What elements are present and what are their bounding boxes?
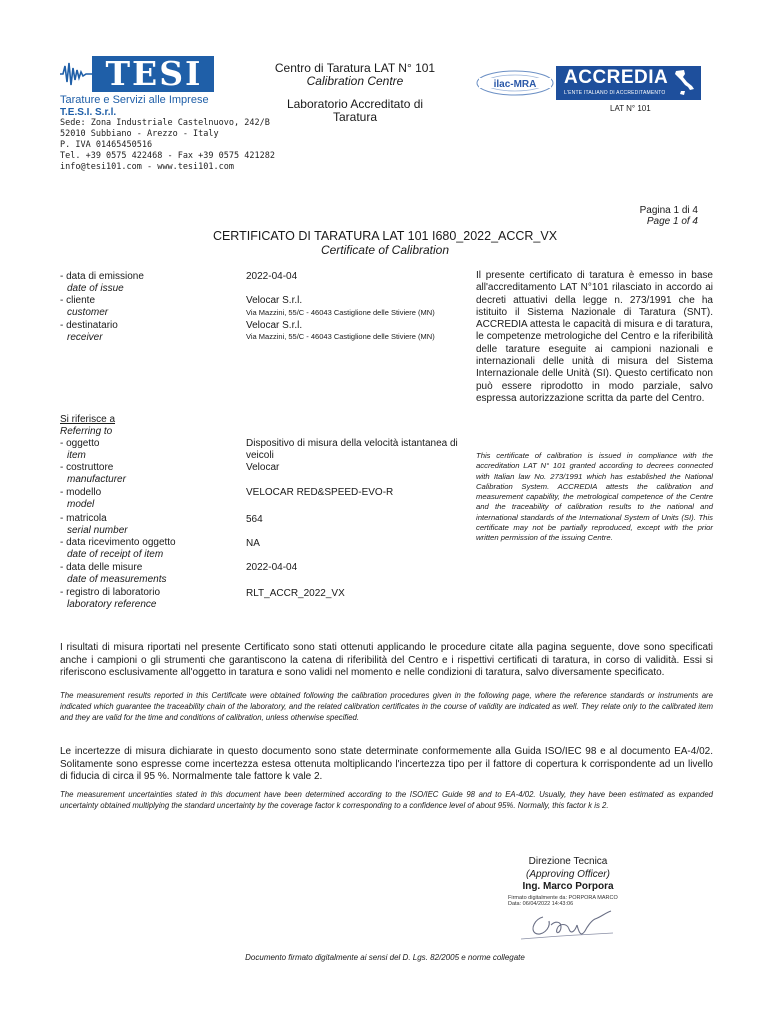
value-item: Dispositivo di misura della velocità istantanea di veicoli bbox=[246, 438, 458, 461]
label-en: date of receipt of item bbox=[67, 548, 164, 560]
centre-en: Calibration Centre bbox=[306, 74, 404, 88]
uncertainty-paragraph-en: The measurement uncertainties stated in this document have been determined according to the ISO/IEC Guide 98 and to EA-4/02. Usually, they have been estimated as expanded uncertainty obtained multiplying the standard uncertainty by the coverage factor k corresponding to a confidence level of about 95%. Normally, this factor k is 2. bbox=[60, 790, 713, 810]
label-en: receiver bbox=[67, 331, 103, 343]
field-serial bbox=[60, 513, 128, 536]
page-number bbox=[600, 205, 698, 227]
company-name: T.E.S.I. S.r.l. bbox=[60, 107, 117, 118]
label-en: date of measurements bbox=[67, 573, 167, 585]
field-issue-date bbox=[60, 271, 144, 294]
field-item bbox=[60, 438, 99, 461]
referring-heading bbox=[60, 414, 115, 437]
value-issue-date: 2022-04-04 bbox=[246, 271, 298, 282]
value-lab-reference: RLT_ACCR_2022_VX bbox=[246, 588, 345, 599]
centre-heading bbox=[250, 62, 460, 88]
value-receiver: Velocar S.r.l. bbox=[246, 320, 303, 331]
field-measure-date bbox=[60, 562, 167, 585]
lat-number: LAT N° 101 bbox=[610, 104, 651, 113]
label-it: - destinatario bbox=[60, 320, 118, 331]
label-en: item bbox=[67, 449, 86, 461]
uncertainty-paragraph-it: Le incertezze di misura dichiarate in questo documento sono state determinate conformemente alla Guida ISO/IEC 98 e al documento EA-4/02. Solitamente sono espresse come incertezza estesa ottenuta moltiplicando l'incertezza tipo per il fattore di copertura k corrispondente ad un livello di fiducia di circa il 95 %. Normalmente tale fattore k vale 2. bbox=[60, 746, 713, 782]
page-number-it: Pagina 1 di 4 bbox=[639, 205, 698, 216]
label-it: - matricola bbox=[60, 513, 107, 524]
page-number-en: Page 1 of 4 bbox=[646, 216, 698, 227]
italy-map-icon bbox=[672, 69, 696, 97]
digital-signer: Firmato digitalmente da: PORPORA MARCO bbox=[508, 895, 618, 901]
label-en: manufacturer bbox=[67, 473, 126, 485]
label-it: - cliente bbox=[60, 295, 96, 306]
label-it: - data ricevimento oggetto bbox=[60, 537, 176, 548]
accreditation-notice-it: Il presente certificato di taratura è emesso in base all'accreditamento LAT N°101 rilasciato in accordo ai decreti attuativi della legge n. 273/1991 che ha istituito il Sistema Nazionale di Taratura (SNT). ACCREDIA attesta le capacità di misura e di taratura, le competenze metrologiche del Centro e la riferibilità delle tarature eseguite ai campioni nazionali e internazionali delle unità di misura del Sistema Internazionale delle Unità (SI). Questo certificato non può essere riprodotto in modo parziale, salvo espressa autorizzazione scritta da parte del Centro. bbox=[476, 270, 713, 404]
field-lab-reference bbox=[60, 587, 160, 610]
value-serial: 564 bbox=[246, 514, 263, 525]
value-measure-date: 2022-04-04 bbox=[246, 562, 298, 573]
signer-name: Ing. Marco Porpora bbox=[522, 881, 614, 892]
company-phone: Tel. +39 0575 422468 - Fax +39 0575 421282 bbox=[60, 151, 275, 161]
value-receipt-date: NA bbox=[246, 538, 260, 549]
digital-date: Data: 06/04/2022 14:43:06 bbox=[508, 901, 574, 907]
results-paragraph-it: I risultati di misura riportati nel presente Certificato sono stati ottenuti applicando le procedure citate alla pagina seguente, dove sono specificati anche i campioni o gli strumenti che garantiscono la catena di riferibilità del Centro e i rispettivi certificati di taratura, in corso di validità. Essi si riferiscono esclusivamente all'oggetto in taratura e sono validi nel momento e nelle condizioni di taratura, salvo diversamente specificato. bbox=[60, 642, 713, 678]
logo-text: TESI bbox=[105, 54, 203, 93]
tagline: Tarature e Servizi alle Imprese bbox=[60, 94, 209, 106]
label-it: - data delle misure bbox=[60, 562, 143, 573]
value-receiver-address: Via Mazzini, 55/C - 46043 Castiglione delle Stiviere (MN) bbox=[246, 332, 435, 341]
label-it: - registro di laboratorio bbox=[60, 587, 161, 598]
field-receiver bbox=[60, 320, 118, 343]
handwritten-signature bbox=[515, 903, 620, 945]
company-address: Sede: Zona Industriale Castelnuovo, 242/B bbox=[60, 118, 270, 128]
centre-it: Centro di Taratura LAT N° 101 bbox=[274, 61, 436, 75]
value-customer: Velocar S.r.l. bbox=[246, 295, 303, 306]
referring-heading-it: Si riferisce a bbox=[60, 414, 116, 425]
lab-heading bbox=[250, 98, 460, 124]
field-receipt-date bbox=[60, 537, 176, 560]
company-info bbox=[60, 107, 275, 173]
ilac-mra-logo bbox=[475, 68, 555, 96]
field-model bbox=[60, 487, 101, 510]
signer-role-it: Direzione Tecnica bbox=[528, 856, 608, 867]
tesi-logo bbox=[60, 56, 214, 94]
company-city: 52010 Subbiano - Arezzo - Italy bbox=[60, 129, 219, 139]
label-en: customer bbox=[67, 306, 109, 318]
lab-line2: Taratura bbox=[332, 110, 378, 124]
label-en: date of issue bbox=[67, 282, 124, 294]
label-it: - oggetto bbox=[60, 438, 100, 449]
label-en: laboratory reference bbox=[67, 598, 157, 610]
signer-role-en: (Approving Officer) bbox=[526, 868, 610, 880]
signature-block bbox=[488, 856, 648, 894]
label-it: - data di emissione bbox=[60, 271, 144, 282]
results-paragraph-en: The measurement results reported in this Certificate were obtained following the calibration procedures given in the following page, where the reference standards or instruments are indicated which guarantee the traceability chain of the laboratory, and the related calibration certificates in the course of validity are indicated as well. They relate only to the calibrated item and they are valid for the time and conditions of calibration, unless otherwise specified. bbox=[60, 691, 713, 722]
label-en: serial number bbox=[67, 524, 128, 536]
lab-line1: Laboratorio Accreditato di bbox=[286, 97, 424, 111]
referring-heading-en: Referring to bbox=[60, 425, 113, 437]
svg-text:ilac-MRA: ilac-MRA bbox=[493, 79, 537, 90]
value-manufacturer: Velocar bbox=[246, 462, 280, 473]
company-vat: P. IVA 01465450516 bbox=[60, 140, 153, 150]
footer-note: Documento firmato digitalmente ai sensi del D. Lgs. 82/2005 e norme collegate bbox=[245, 953, 525, 962]
accredia-logo bbox=[556, 66, 701, 100]
field-customer bbox=[60, 295, 108, 318]
label-en: model bbox=[67, 498, 95, 510]
value-customer-address: Via Mazzini, 55/C - 46043 Castiglione delle Stiviere (MN) bbox=[246, 308, 435, 317]
value-model: VELOCAR RED&SPEED-EVO-R bbox=[246, 487, 394, 498]
accredia-name: ACCREDIA bbox=[564, 67, 669, 88]
label-it: - costruttore bbox=[60, 462, 114, 473]
accreditation-notice-en: This certificate of calibration is issued in compliance with the accreditation LAT N° 101 granted according to decrees connected with Italian law No. 273/1991 which has established the National Calibration System. ACCREDIA attests the calibration and measurement capability, the metrological competence of the Centre and the traceability of calibration results to the national and international standards of the International System of Units (SI). This certificate may not be partially reproduced, except with the prior written permission of the issuing Centre. bbox=[476, 451, 713, 543]
certificate-subtitle: Certificate of Calibration bbox=[320, 243, 450, 257]
field-manufacturer bbox=[60, 462, 126, 485]
label-it: - modello bbox=[60, 487, 102, 498]
signal-wave-icon bbox=[60, 60, 94, 88]
certificate-title: CERTIFICATO DI TARATURA LAT 101 I680_2022_ACCR_VX bbox=[212, 229, 558, 243]
accredia-subtitle: L'ENTE ITALIANO DI ACCREDITAMENTO bbox=[564, 90, 666, 96]
company-web: info@tesi101.com - www.tesi101.com bbox=[60, 162, 234, 172]
